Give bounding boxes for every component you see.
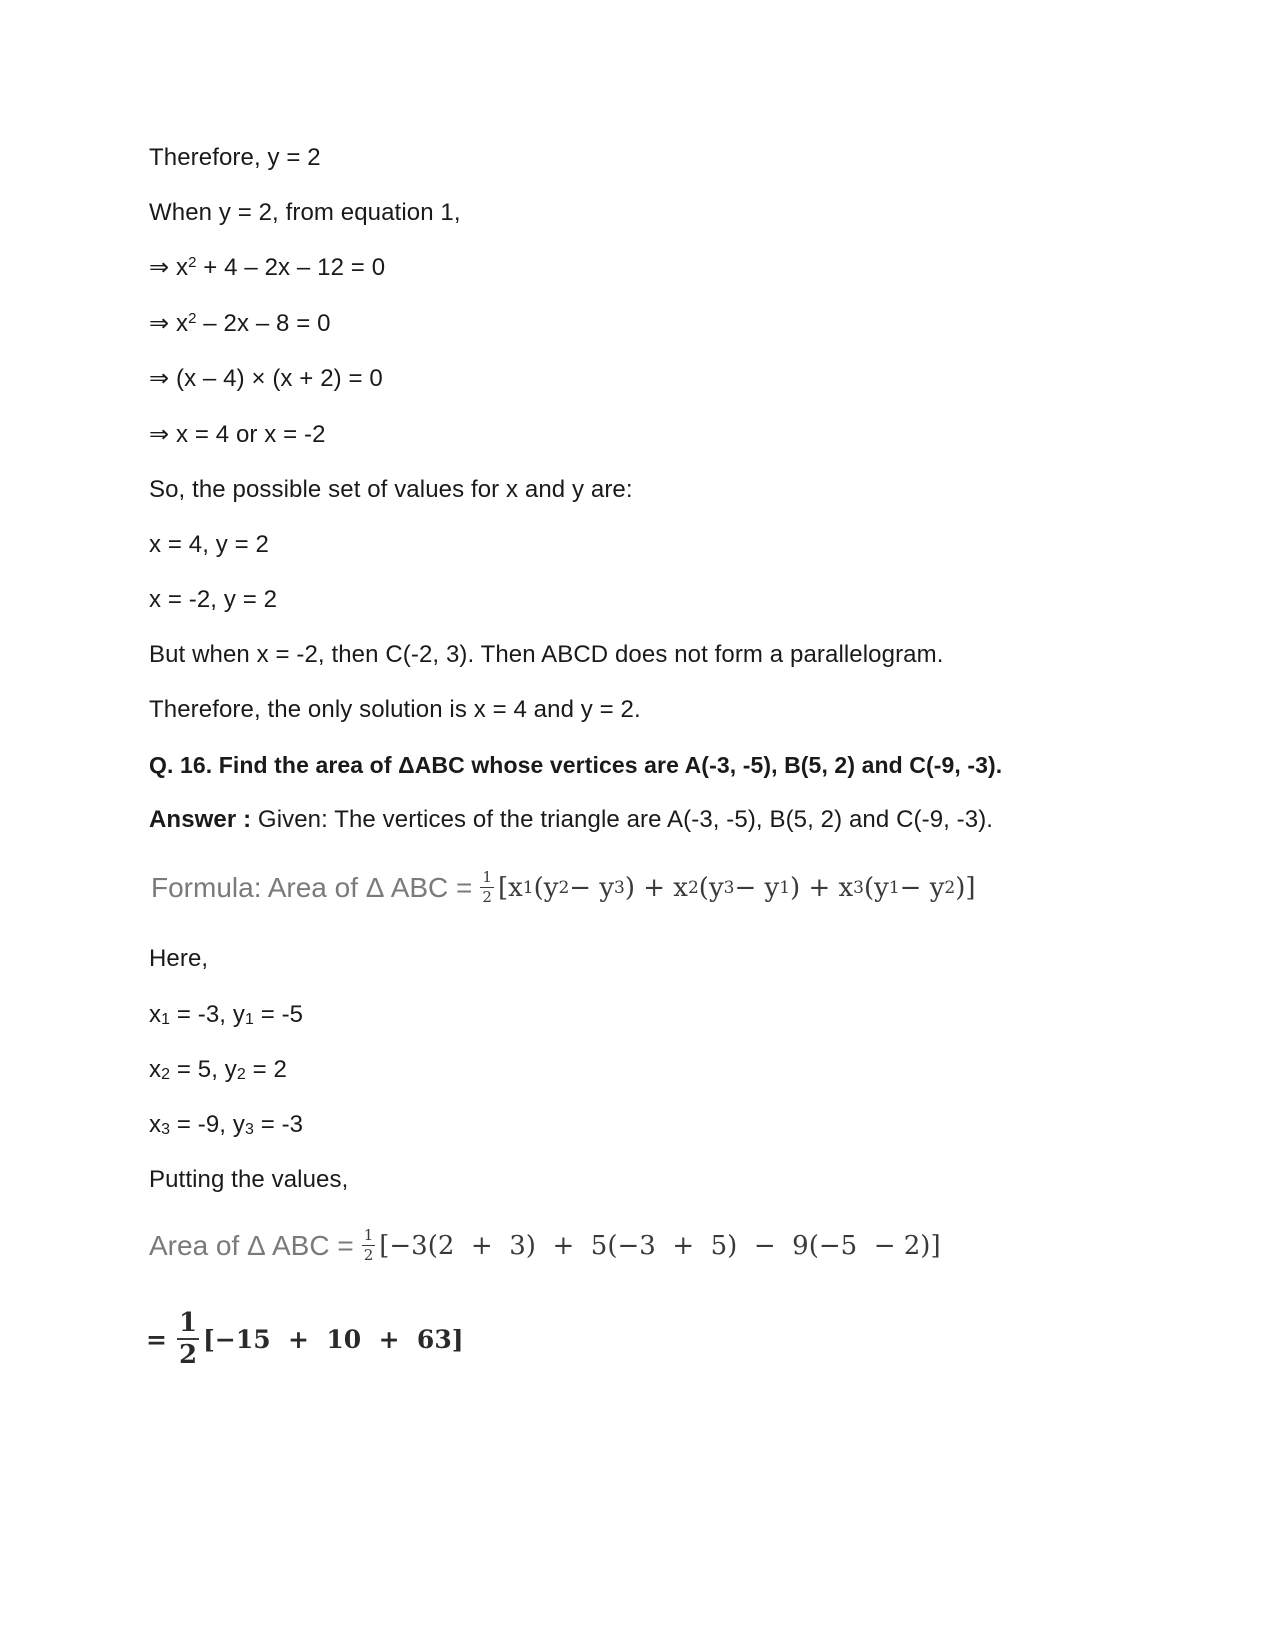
question-heading: Q. 16. Find the area of ΔABC whose vertices are A(-3, -5), B(5, 2) and C(-9, -3).	[149, 752, 1003, 778]
equation-part: + 4 – 2x – 12 = 0	[196, 254, 386, 281]
subscript: 3	[161, 1121, 171, 1138]
formula-label: Formula: Area of Δ ABC =	[151, 871, 473, 903]
fraction-numerator: 1	[482, 868, 492, 886]
value-part: = -3	[253, 1111, 304, 1138]
value-line	[149, 1055, 287, 1085]
formula-part: )]	[955, 872, 976, 903]
fraction-numerator: 1	[178, 1308, 198, 1338]
superscript: 2	[188, 254, 197, 271]
answer-text: Given: The vertices of the triangle are A(-3, -5), B(5, 2) and C(-9, -3).	[251, 806, 994, 833]
equation-line: ⇒ (x – 4) × (x + 2) = 0	[149, 365, 383, 392]
text-line: Here,	[149, 945, 209, 972]
formula-part: (y	[533, 872, 559, 903]
calc-label: Area of Δ ABC =	[149, 1229, 354, 1261]
subscript: 3	[244, 1121, 254, 1138]
area-calculation	[149, 1228, 941, 1263]
text-line: So, the possible set of values for x and y are:	[149, 476, 633, 503]
area-formula	[151, 870, 976, 905]
fraction-denominator: 2	[482, 888, 492, 906]
fraction-denominator: 2	[178, 1340, 198, 1370]
value-line	[149, 1000, 303, 1030]
value-part: x	[149, 1056, 162, 1083]
equation-part: – 2x – 8 = 0	[196, 310, 331, 337]
value-part: x	[149, 1111, 162, 1138]
formula-part: − y	[569, 872, 615, 903]
value-part: = 2	[245, 1056, 287, 1083]
area-simplified	[146, 1310, 464, 1368]
equation-line	[149, 309, 331, 339]
subscript: 1	[161, 1011, 171, 1028]
text-line: When y = 2, from equation 1,	[149, 199, 461, 226]
subscript: 2	[161, 1066, 171, 1083]
answer-label: Answer :	[149, 806, 252, 833]
equals-sign: =	[146, 1324, 167, 1354]
fraction-half	[177, 1310, 199, 1368]
value-line	[149, 1110, 303, 1140]
fraction-denominator: 2	[363, 1246, 374, 1264]
formula-part: − y	[734, 872, 780, 903]
value-part: x	[149, 1001, 162, 1028]
subscript: 2	[236, 1066, 246, 1083]
calc-math	[354, 1228, 941, 1263]
equation-part: ⇒ x	[149, 310, 189, 337]
text-line: x = -2, y = 2	[149, 586, 278, 613]
text-line: Therefore, y = 2	[149, 144, 321, 171]
text-line: Therefore, the only solution is x = 4 and y = 2.	[149, 696, 641, 723]
answer-line	[149, 805, 993, 835]
fraction-half	[362, 1228, 376, 1263]
formula-part: (y	[864, 872, 889, 903]
value-part: = 5, y	[170, 1056, 237, 1083]
equation-line: ⇒ x = 4 or x = -2	[149, 421, 326, 448]
text-line: But when x = -2, then C(-2, 3). Then ABCD does not form a parallelogram.	[149, 641, 944, 668]
formula-part: ) + x	[624, 872, 688, 903]
equation-line	[149, 253, 385, 283]
value-part: = -3, y	[170, 1001, 245, 1028]
text-line: Putting the values,	[149, 1166, 349, 1193]
formula-math: $\frac{1}{2}$ [x 1 (y 2 − y 3 ) + x 2 (y 3 − y 1 ) + x 3 (y 1 − y 2 )]	[482, 868, 976, 906]
equation-part: ⇒ x	[149, 254, 189, 281]
subscript: 1	[244, 1011, 254, 1028]
formula-part: ) + x	[790, 872, 854, 903]
value-part: = -5	[253, 1001, 304, 1028]
simplified-expression: [−15 + 10 + 63]	[203, 1324, 464, 1354]
formula-part: (y	[698, 872, 724, 903]
fraction-half	[480, 870, 494, 905]
text-line: x = 4, y = 2	[149, 531, 269, 558]
superscript: 2	[188, 310, 197, 327]
formula-part: [x	[497, 872, 523, 903]
formula-part: − y	[899, 872, 945, 903]
calc-expression: [−3(2 + 3) + 5(−3 + 5) − 9(−5 − 2)]	[379, 1230, 941, 1261]
fraction-numerator: 1	[363, 1226, 374, 1244]
value-part: = -9, y	[170, 1111, 245, 1138]
